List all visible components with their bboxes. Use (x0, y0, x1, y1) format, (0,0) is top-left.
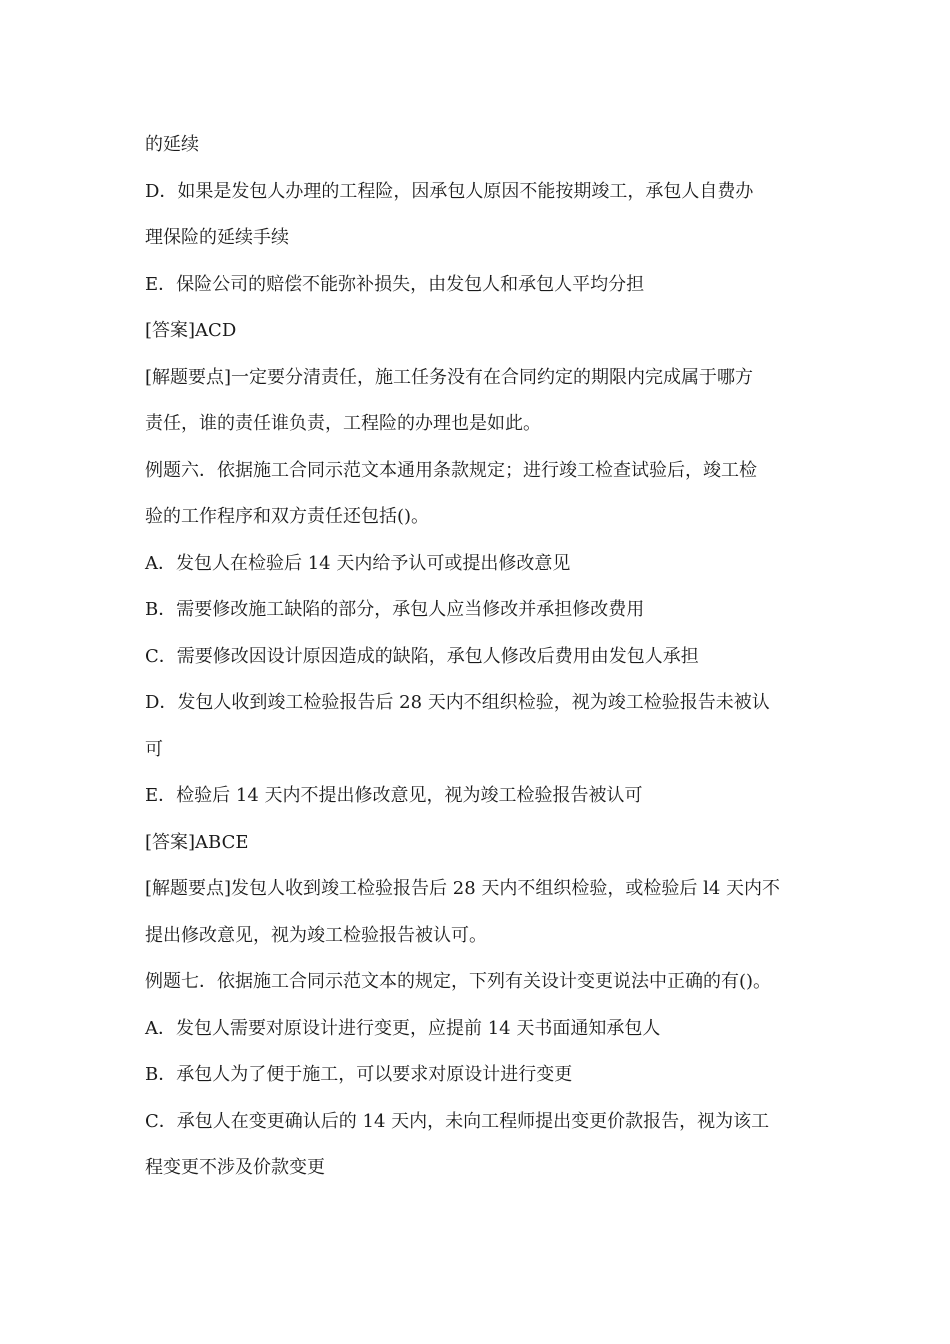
q7-option-b: B．承包人为了便于施工，可以要求对原设计进行变更 (145, 1064, 573, 1085)
document-body (145, 122, 815, 1192)
q7-option-c-line-2: 程变更不涉及价款变更 (145, 1157, 325, 1178)
q6-explanation-line-1: [解题要点]发包人收到竣工检验报告后 28 天内不组织检验，或检验后 l4 天内不 (145, 878, 781, 899)
question-6-line-2: 验的工作程序和双方责任还包括()。 (145, 506, 430, 527)
explanation-line-1: [解题要点]一定要分清责任，施工任务没有在合同约定的期限内完成属于哪方 (145, 366, 754, 388)
q6-option-c: C．需要修改因设计原因造成的缺陷，承包人修改后费用由发包人承担 (145, 645, 699, 667)
q6-option-b: B．需要修改施工缺陷的部分，承包人应当修改并承担修改费用 (145, 599, 645, 620)
question-7: 例题七．依据施工合同示范文本的规定，下列有关设计变更说法中正确的有()。 (145, 971, 772, 992)
q6-answer-label: [答案]ABCE (145, 831, 249, 853)
q6-option-a: A．发包人在检验后 14 天内给予认可或提出修改意见 (145, 552, 571, 574)
q6-explanation-line-2: 提出修改意见，视为竣工检验报告被认可。 (145, 924, 487, 946)
q7-option-c-line-1: C．承包人在变更确认后的 14 天内，未向工程师提出变更价款报告，视为该工 (145, 1110, 770, 1132)
text-line-continuation: 的延续 (145, 134, 199, 155)
answer-label: [答案]ACD (145, 320, 237, 341)
q6-option-d-line-1: D．发包人收到竣工检验报告后 28 天内不组织检验，视为竣工检验报告未被认 (145, 692, 770, 713)
question-6-line-1: 例题六．依据施工合同示范文本通用条款规定；进行竣工检查试验后，竣工检 (145, 459, 757, 481)
option-e: E．保险公司的赔偿不能弥补损失，由发包人和承包人平均分担 (145, 273, 645, 295)
explanation-line-2: 责任，谁的责任谁负责，工程险的办理也是如此。 (145, 413, 541, 434)
q6-option-e: E．检验后 14 天内不提出修改意见，视为竣工检验报告被认可 (145, 785, 643, 806)
q6-option-d-line-2: 可 (145, 738, 163, 760)
option-d-line-2: 理保险的延续手续 (145, 227, 289, 248)
option-d-line-1: D．如果是发包人办理的工程险，因承包人原因不能按期竣工，承包人自费办 (145, 180, 754, 202)
q7-option-a: A．发包人需要对原设计进行变更，应提前 14 天书面通知承包人 (145, 1017, 661, 1039)
